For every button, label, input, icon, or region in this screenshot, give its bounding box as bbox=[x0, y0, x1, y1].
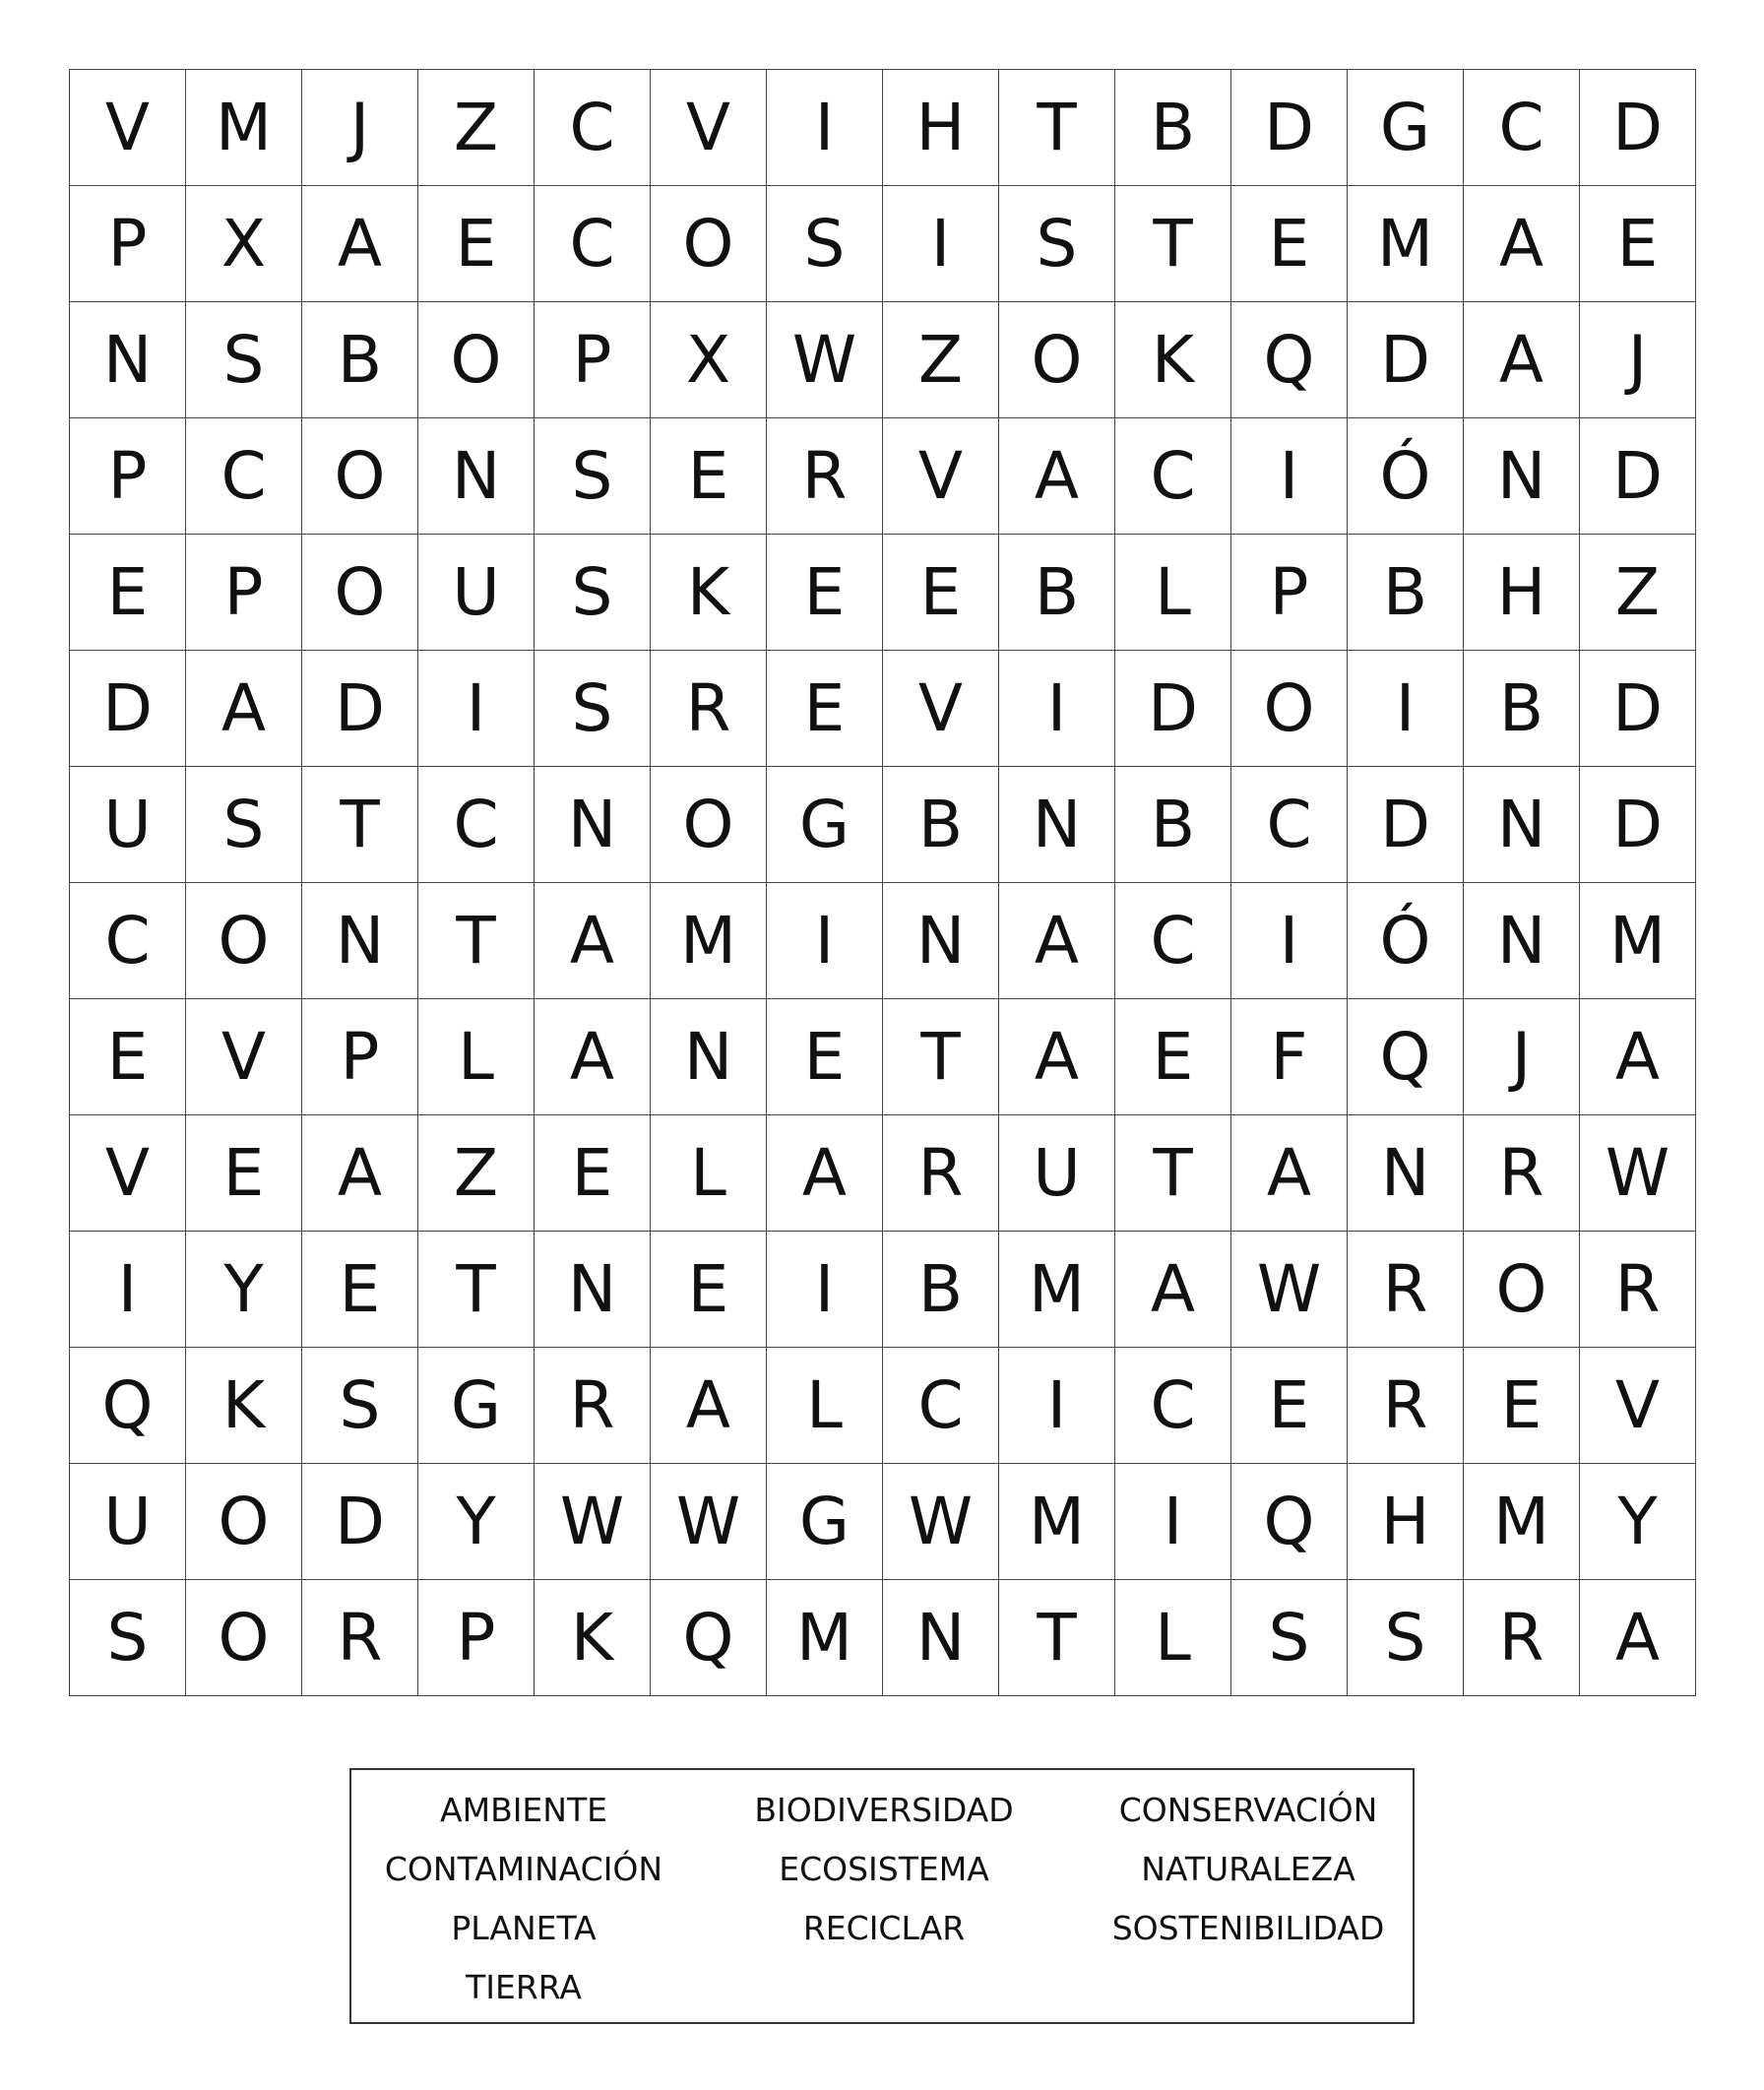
grid-cell[interactable]: B bbox=[1348, 535, 1464, 651]
grid-cell[interactable]: A bbox=[1464, 186, 1580, 302]
grid-cell[interactable]: S bbox=[767, 186, 883, 302]
grid-cell[interactable]: T bbox=[1115, 186, 1231, 302]
grid-cell[interactable]: H bbox=[1348, 1464, 1464, 1580]
grid-cell[interactable]: T bbox=[418, 883, 535, 999]
grid-cell[interactable]: U bbox=[418, 535, 535, 651]
grid-cell[interactable]: S bbox=[535, 418, 651, 535]
grid-cell[interactable]: W bbox=[651, 1464, 767, 1580]
grid-cell[interactable]: R bbox=[651, 651, 767, 767]
grid-cell[interactable]: R bbox=[302, 1580, 418, 1696]
grid-cell[interactable]: E bbox=[70, 535, 186, 651]
grid-cell[interactable]: T bbox=[418, 1232, 535, 1348]
grid-cell[interactable]: J bbox=[1580, 302, 1696, 418]
grid-cell[interactable]: C bbox=[883, 1348, 999, 1464]
grid-cell[interactable]: A bbox=[302, 186, 418, 302]
grid-cell[interactable]: L bbox=[418, 999, 535, 1115]
grid-cell[interactable]: N bbox=[535, 767, 651, 883]
grid-cell[interactable]: H bbox=[1464, 535, 1580, 651]
grid-cell[interactable]: N bbox=[999, 767, 1115, 883]
grid-cell[interactable]: A bbox=[1580, 1580, 1696, 1696]
grid-cell[interactable]: D bbox=[1580, 418, 1696, 535]
grid-cell[interactable]: P bbox=[535, 302, 651, 418]
word-list-item: BIODIVERSIDAD bbox=[754, 1791, 1014, 1829]
grid-cell[interactable]: V bbox=[883, 651, 999, 767]
grid-cell[interactable]: S bbox=[70, 1580, 186, 1696]
grid-cell[interactable]: M bbox=[999, 1232, 1115, 1348]
grid-cell[interactable]: O bbox=[1231, 651, 1348, 767]
grid-cell[interactable]: E bbox=[302, 1232, 418, 1348]
grid-cell[interactable]: G bbox=[418, 1348, 535, 1464]
grid-cell[interactable]: R bbox=[1348, 1348, 1464, 1464]
grid-cell[interactable]: D bbox=[1348, 302, 1464, 418]
grid-cell[interactable]: A bbox=[651, 1348, 767, 1464]
grid-cell[interactable]: C bbox=[186, 418, 302, 535]
grid-cell[interactable]: C bbox=[535, 186, 651, 302]
grid-cell[interactable]: N bbox=[302, 883, 418, 999]
grid-cell[interactable]: N bbox=[1464, 883, 1580, 999]
grid-cell[interactable]: X bbox=[651, 302, 767, 418]
grid-cell[interactable]: S bbox=[1348, 1580, 1464, 1696]
grid-cell[interactable]: S bbox=[535, 651, 651, 767]
grid-cell[interactable]: U bbox=[999, 1115, 1115, 1232]
grid-cell[interactable]: P bbox=[186, 535, 302, 651]
grid-cell[interactable]: T bbox=[302, 767, 418, 883]
grid-cell[interactable]: R bbox=[1348, 1232, 1464, 1348]
grid-cell[interactable]: X bbox=[186, 186, 302, 302]
grid-cell[interactable]: B bbox=[1464, 651, 1580, 767]
grid-cell[interactable]: S bbox=[186, 767, 302, 883]
grid-cell[interactable]: D bbox=[1580, 651, 1696, 767]
grid-cell[interactable]: O bbox=[186, 883, 302, 999]
word-list-item: AMBIENTE bbox=[440, 1791, 607, 1829]
grid-cell[interactable]: Y bbox=[186, 1232, 302, 1348]
grid-cell[interactable]: E bbox=[1231, 186, 1348, 302]
grid-cell[interactable]: Ó bbox=[1348, 418, 1464, 535]
grid-cell[interactable]: E bbox=[651, 1232, 767, 1348]
grid-cell[interactable]: R bbox=[1464, 1115, 1580, 1232]
grid-cell[interactable]: D bbox=[70, 651, 186, 767]
grid-cell[interactable]: I bbox=[999, 651, 1115, 767]
grid-cell[interactable]: I bbox=[1348, 651, 1464, 767]
grid-cell[interactable]: U bbox=[70, 767, 186, 883]
grid-cell[interactable]: I bbox=[767, 883, 883, 999]
grid-cell[interactable]: R bbox=[883, 1115, 999, 1232]
grid-cell[interactable]: E bbox=[767, 999, 883, 1115]
grid-cell[interactable]: I bbox=[1231, 418, 1348, 535]
grid-cell[interactable]: E bbox=[1115, 999, 1231, 1115]
grid-cell[interactable]: S bbox=[186, 302, 302, 418]
grid-cell[interactable]: D bbox=[302, 651, 418, 767]
grid-cell[interactable]: M bbox=[767, 1580, 883, 1696]
grid-cell[interactable]: I bbox=[999, 1348, 1115, 1464]
grid-cell[interactable]: E bbox=[767, 535, 883, 651]
grid-cell[interactable]: B bbox=[883, 767, 999, 883]
grid-cell[interactable]: E bbox=[1580, 186, 1696, 302]
grid-cell[interactable]: J bbox=[302, 70, 418, 186]
grid-cell[interactable]: O bbox=[302, 535, 418, 651]
grid-cell[interactable]: E bbox=[883, 535, 999, 651]
grid-cell[interactable]: J bbox=[1464, 999, 1580, 1115]
grid-cell[interactable]: Q bbox=[1231, 302, 1348, 418]
word-list bbox=[349, 1768, 1415, 2024]
word-list-item: RECICLAR bbox=[802, 1909, 966, 1947]
grid-cell[interactable]: N bbox=[1464, 418, 1580, 535]
grid-cell[interactable]: O bbox=[418, 302, 535, 418]
grid-cell[interactable]: B bbox=[1115, 70, 1231, 186]
grid-cell[interactable]: Z bbox=[418, 70, 535, 186]
grid-cell[interactable]: P bbox=[418, 1580, 535, 1696]
grid-cell[interactable]: V bbox=[651, 70, 767, 186]
grid-cell[interactable]: C bbox=[70, 883, 186, 999]
grid-cell[interactable]: M bbox=[651, 883, 767, 999]
word-list-item: SOSTENIBILIDAD bbox=[1111, 1909, 1385, 1947]
grid-cell[interactable]: Ó bbox=[1348, 883, 1464, 999]
grid-cell[interactable]: Q bbox=[70, 1348, 186, 1464]
grid-cell[interactable]: E bbox=[651, 418, 767, 535]
grid-cell[interactable]: P bbox=[1231, 535, 1348, 651]
grid-cell[interactable]: R bbox=[535, 1348, 651, 1464]
grid-cell[interactable]: E bbox=[535, 1115, 651, 1232]
grid-cell[interactable]: K bbox=[1115, 302, 1231, 418]
grid-cell[interactable]: U bbox=[70, 1464, 186, 1580]
grid-cell[interactable]: W bbox=[1580, 1115, 1696, 1232]
grid-cell[interactable]: W bbox=[535, 1464, 651, 1580]
grid-cell[interactable]: I bbox=[1115, 1464, 1231, 1580]
grid-cell[interactable]: Z bbox=[883, 302, 999, 418]
grid-cell[interactable]: V bbox=[1580, 1348, 1696, 1464]
grid-cell[interactable]: P bbox=[302, 999, 418, 1115]
grid-cell[interactable]: N bbox=[418, 418, 535, 535]
grid-cell[interactable]: I bbox=[883, 186, 999, 302]
word-list-item: CONSERVACIÓN bbox=[1118, 1791, 1378, 1829]
grid-cell[interactable]: A bbox=[1464, 302, 1580, 418]
grid-cell[interactable]: N bbox=[883, 1580, 999, 1696]
grid-cell[interactable]: C bbox=[1464, 70, 1580, 186]
grid-cell[interactable]: B bbox=[1115, 767, 1231, 883]
grid-cell[interactable]: A bbox=[767, 1115, 883, 1232]
grid-cell[interactable]: S bbox=[1231, 1580, 1348, 1696]
grid-cell[interactable]: A bbox=[1580, 999, 1696, 1115]
grid-cell[interactable]: T bbox=[883, 999, 999, 1115]
grid-cell[interactable]: L bbox=[1115, 1580, 1231, 1696]
grid-cell[interactable]: Q bbox=[651, 1580, 767, 1696]
grid-cell[interactable]: A bbox=[999, 883, 1115, 999]
grid-cell[interactable]: M bbox=[186, 70, 302, 186]
grid-cell[interactable]: A bbox=[302, 1115, 418, 1232]
grid-cell[interactable]: F bbox=[1231, 999, 1348, 1115]
grid-cell[interactable]: E bbox=[767, 651, 883, 767]
word-list-item: NATURALEZA bbox=[1141, 1850, 1355, 1888]
grid-cell[interactable]: D bbox=[1580, 70, 1696, 186]
grid-cell[interactable]: V bbox=[70, 1115, 186, 1232]
grid-cell[interactable]: B bbox=[302, 302, 418, 418]
grid-cell[interactable]: O bbox=[186, 1464, 302, 1580]
grid-cell[interactable]: N bbox=[883, 883, 999, 999]
grid-cell[interactable]: E bbox=[186, 1115, 302, 1232]
word-list-item: ECOSISTEMA bbox=[779, 1850, 989, 1888]
word-list-item: TIERRA bbox=[466, 1968, 582, 2006]
grid-cell[interactable]: E bbox=[1464, 1348, 1580, 1464]
grid-cell[interactable]: L bbox=[1115, 535, 1231, 651]
grid-cell[interactable]: C bbox=[418, 767, 535, 883]
grid-cell[interactable]: V bbox=[883, 418, 999, 535]
grid-cell[interactable]: E bbox=[70, 999, 186, 1115]
grid-cell[interactable]: Y bbox=[1580, 1464, 1696, 1580]
grid-cell[interactable]: O bbox=[651, 186, 767, 302]
grid-cell[interactable]: C bbox=[535, 70, 651, 186]
grid-cell[interactable]: G bbox=[767, 767, 883, 883]
grid-cell[interactable]: T bbox=[999, 1580, 1115, 1696]
grid-cell[interactable]: E bbox=[418, 186, 535, 302]
grid-cell[interactable]: R bbox=[767, 418, 883, 535]
grid-cell[interactable]: A bbox=[1231, 1115, 1348, 1232]
grid-cell[interactable]: L bbox=[767, 1348, 883, 1464]
grid-cell[interactable]: R bbox=[1580, 1232, 1696, 1348]
grid-cell[interactable]: Z bbox=[418, 1115, 535, 1232]
grid-cell[interactable]: L bbox=[651, 1115, 767, 1232]
grid-cell[interactable]: I bbox=[70, 1232, 186, 1348]
grid-cell[interactable]: Z bbox=[1580, 535, 1696, 651]
grid-cell[interactable]: E bbox=[1231, 1348, 1348, 1464]
grid-cell[interactable]: M bbox=[1580, 883, 1696, 999]
grid-cell[interactable]: Q bbox=[1231, 1464, 1348, 1580]
grid-cell[interactable]: O bbox=[302, 418, 418, 535]
grid-cell[interactable]: N bbox=[1348, 1115, 1464, 1232]
word-list-item: CONTAMINACIÓN bbox=[384, 1850, 663, 1888]
grid-cell[interactable]: A bbox=[535, 883, 651, 999]
grid-cell[interactable]: A bbox=[1115, 1232, 1231, 1348]
grid-cell[interactable]: K bbox=[651, 535, 767, 651]
letter-grid bbox=[69, 69, 1696, 1696]
grid-cell[interactable]: I bbox=[767, 1232, 883, 1348]
grid-cell[interactable]: T bbox=[1115, 1115, 1231, 1232]
grid-cell[interactable]: K bbox=[535, 1580, 651, 1696]
grid-cell[interactable]: P bbox=[70, 186, 186, 302]
grid-cell[interactable]: O bbox=[186, 1580, 302, 1696]
grid-cell[interactable]: C bbox=[1231, 767, 1348, 883]
grid-cell[interactable]: Y bbox=[418, 1464, 535, 1580]
grid-cell[interactable]: I bbox=[1231, 883, 1348, 999]
grid-cell[interactable]: N bbox=[651, 999, 767, 1115]
grid-cell[interactable]: R bbox=[1464, 1580, 1580, 1696]
grid-cell[interactable]: N bbox=[1464, 767, 1580, 883]
grid-cell[interactable]: B bbox=[999, 535, 1115, 651]
grid-cell[interactable]: V bbox=[186, 999, 302, 1115]
grid-cell[interactable]: M bbox=[1348, 186, 1464, 302]
grid-cell[interactable]: A bbox=[186, 651, 302, 767]
grid-cell[interactable]: O bbox=[651, 767, 767, 883]
grid-cell[interactable]: W bbox=[1231, 1232, 1348, 1348]
grid-cell[interactable]: D bbox=[1580, 767, 1696, 883]
grid-cell[interactable]: I bbox=[418, 651, 535, 767]
grid-cell[interactable]: M bbox=[999, 1464, 1115, 1580]
grid-cell[interactable]: W bbox=[883, 1464, 999, 1580]
grid-cell[interactable]: I bbox=[767, 70, 883, 186]
grid-cell[interactable]: C bbox=[1115, 418, 1231, 535]
grid-cell[interactable]: V bbox=[70, 70, 186, 186]
grid-cell[interactable]: N bbox=[70, 302, 186, 418]
grid-cell[interactable]: M bbox=[1464, 1464, 1580, 1580]
grid-cell[interactable]: A bbox=[999, 999, 1115, 1115]
grid-cell[interactable]: P bbox=[70, 418, 186, 535]
grid-cell[interactable]: S bbox=[999, 186, 1115, 302]
grid-cell[interactable]: O bbox=[999, 302, 1115, 418]
grid-cell[interactable]: C bbox=[1115, 883, 1231, 999]
grid-cell[interactable]: G bbox=[767, 1464, 883, 1580]
grid-cell[interactable]: T bbox=[999, 70, 1115, 186]
grid-cell[interactable]: W bbox=[767, 302, 883, 418]
grid-cell[interactable]: G bbox=[1348, 70, 1464, 186]
grid-cell[interactable]: B bbox=[883, 1232, 999, 1348]
grid-cell[interactable]: K bbox=[186, 1348, 302, 1464]
grid-cell[interactable]: H bbox=[883, 70, 999, 186]
grid-cell[interactable]: C bbox=[1115, 1348, 1231, 1464]
grid-cell[interactable]: D bbox=[1348, 767, 1464, 883]
grid-cell[interactable]: D bbox=[1231, 70, 1348, 186]
grid-cell[interactable]: S bbox=[302, 1348, 418, 1464]
grid-cell[interactable]: D bbox=[302, 1464, 418, 1580]
grid-cell[interactable]: A bbox=[535, 999, 651, 1115]
grid-cell[interactable]: S bbox=[535, 535, 651, 651]
grid-cell[interactable]: N bbox=[535, 1232, 651, 1348]
word-list-item: PLANETA bbox=[451, 1909, 597, 1947]
grid-cell[interactable]: O bbox=[1464, 1232, 1580, 1348]
grid-cell[interactable]: D bbox=[1115, 651, 1231, 767]
grid-cell[interactable]: A bbox=[999, 418, 1115, 535]
grid-cell[interactable]: Q bbox=[1348, 999, 1464, 1115]
